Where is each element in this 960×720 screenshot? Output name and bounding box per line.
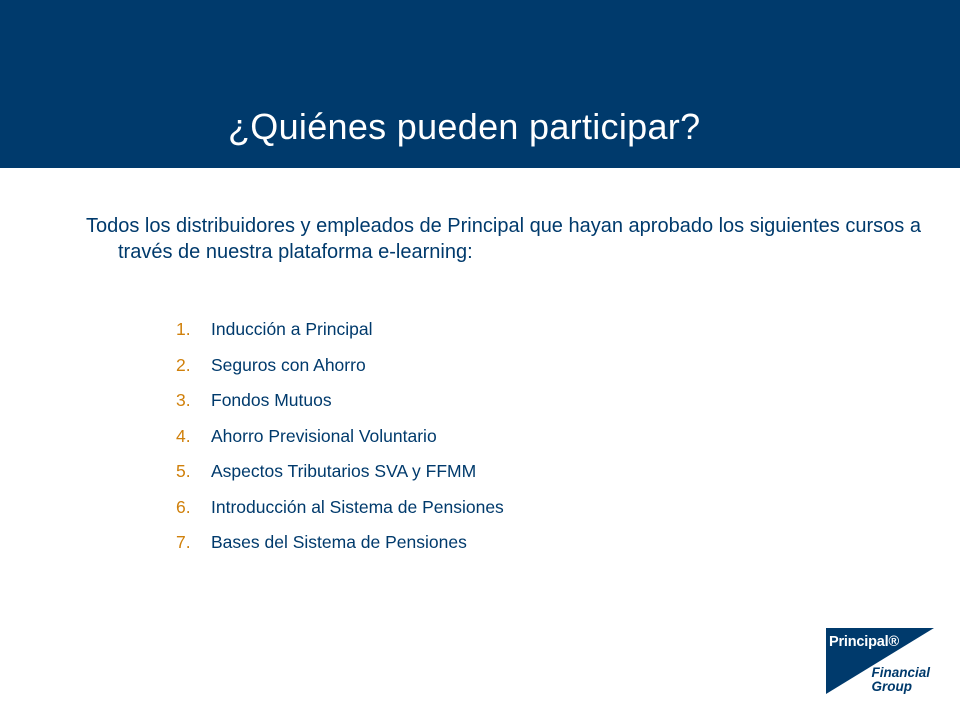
course-number: 5. (176, 461, 191, 481)
principal-financial-group-logo (826, 628, 934, 694)
course-number: 6. (176, 496, 191, 517)
course-item (176, 426, 504, 462)
course-item (176, 461, 504, 497)
course-number: 4. (176, 425, 191, 446)
logo-group-text: Group (871, 679, 912, 694)
course-label: Introducción al Sistema de Pensiones (211, 496, 504, 517)
course-item (176, 355, 504, 391)
course-number: 2. (176, 354, 191, 375)
header-band (0, 0, 960, 168)
course-label: Inducción a Principal (211, 319, 373, 339)
logo-principal-text: Principal® (829, 634, 899, 650)
course-item (176, 497, 504, 533)
logo-financial-text: Financial (871, 665, 930, 680)
course-label: Seguros con Ahorro (211, 354, 366, 375)
course-number: 7. (176, 532, 191, 552)
course-item (176, 390, 504, 426)
course-label: Ahorro Previsional Voluntario (211, 425, 437, 446)
course-label: Bases del Sistema de Pensiones (211, 532, 467, 552)
course-number: 1. (176, 319, 191, 339)
course-number: 3. (176, 390, 191, 410)
course-label: Aspectos Tributarios SVA y FFMM (211, 461, 477, 481)
course-list (176, 319, 504, 568)
course-item (176, 319, 504, 355)
course-label: Fondos Mutuos (211, 390, 332, 410)
slide-title: ¿Quiénes pueden participar? (228, 106, 701, 147)
intro-paragraph: Todos los distribuidores y empleados de Principal que hayan aprobado los siguientes cursos a través de nuestra plataforma e-learning: (86, 215, 921, 263)
course-item (176, 532, 504, 568)
